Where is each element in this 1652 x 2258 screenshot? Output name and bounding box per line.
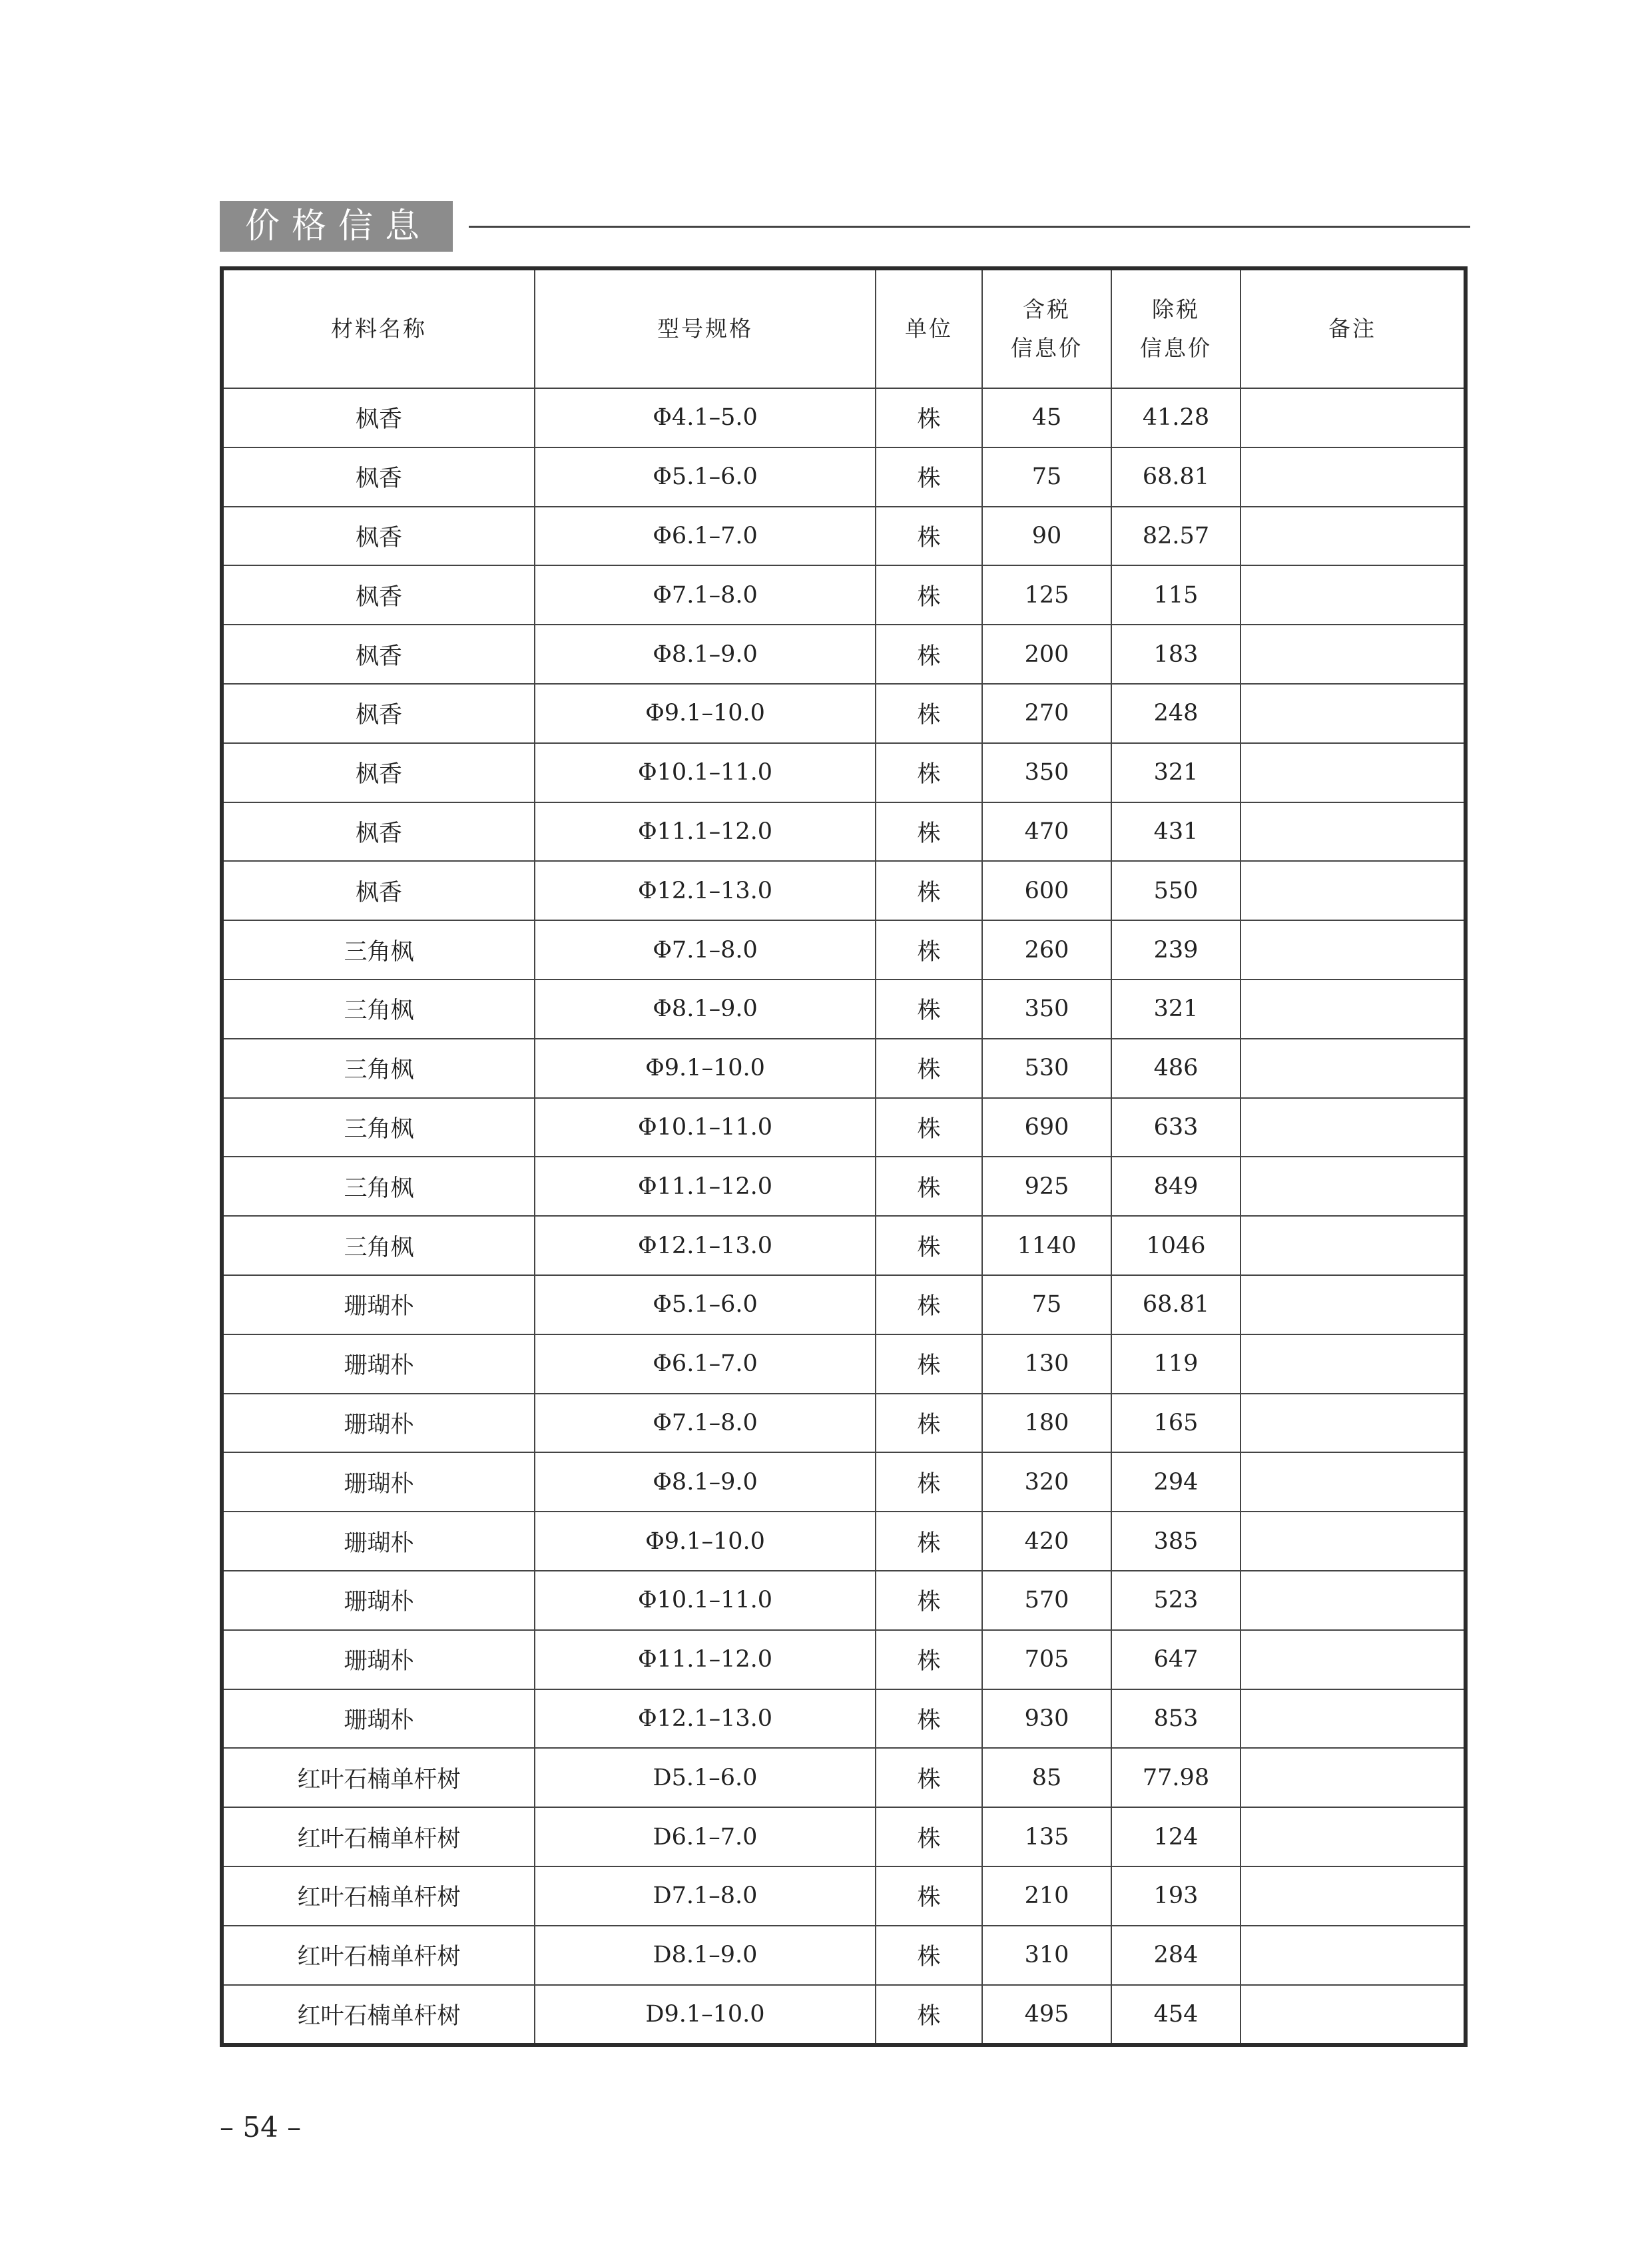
cell-remark — [1240, 684, 1466, 743]
cell-unit: 株 — [876, 684, 982, 743]
cell-unit: 株 — [876, 1452, 982, 1512]
cell-name: 枫香 — [222, 684, 535, 743]
cell-name: 珊瑚朴 — [222, 1452, 535, 1512]
cell-spec: Φ9.1–10.0 — [535, 1039, 876, 1098]
cell-remark — [1240, 1098, 1466, 1157]
cell-name: 红叶石楠单杆树 — [222, 1807, 535, 1866]
cell-price-tax: 270 — [982, 684, 1111, 743]
cell-price-tax: 495 — [982, 1985, 1111, 2046]
table-row — [222, 1571, 1466, 1630]
header-price-notax — [1111, 268, 1240, 388]
cell-unit: 株 — [876, 1571, 982, 1630]
cell-price-notax: 385 — [1111, 1512, 1240, 1571]
cell-price-tax: 530 — [982, 1039, 1111, 1098]
cell-price-notax: 523 — [1111, 1571, 1240, 1630]
cell-name: 珊瑚朴 — [222, 1275, 535, 1334]
cell-price-notax: 115 — [1111, 565, 1240, 625]
cell-remark — [1240, 920, 1466, 980]
cell-remark — [1240, 1394, 1466, 1453]
header-remark: 备注 — [1240, 268, 1466, 388]
page-number: – 54 – — [220, 2111, 302, 2143]
cell-unit: 株 — [876, 861, 982, 920]
table-row — [222, 1512, 1466, 1571]
price-table — [220, 266, 1468, 2047]
cell-name: 枫香 — [222, 447, 535, 507]
cell-spec: Φ8.1–9.0 — [535, 1452, 876, 1512]
cell-spec: Φ10.1–11.0 — [535, 743, 876, 802]
cell-price-tax: 1140 — [982, 1216, 1111, 1275]
cell-name: 枫香 — [222, 565, 535, 625]
table-row — [222, 743, 1466, 802]
cell-name: 三角枫 — [222, 980, 535, 1039]
header-unit: 单位 — [876, 268, 982, 388]
cell-remark — [1240, 1452, 1466, 1512]
cell-unit: 株 — [876, 388, 982, 447]
cell-price-tax: 350 — [982, 743, 1111, 802]
cell-unit: 株 — [876, 1334, 982, 1394]
table-row — [222, 980, 1466, 1039]
cell-remark — [1240, 1630, 1466, 1689]
cell-price-notax: 431 — [1111, 802, 1240, 862]
cell-remark — [1240, 625, 1466, 684]
cell-remark — [1240, 1926, 1466, 1985]
cell-remark — [1240, 743, 1466, 802]
cell-unit: 株 — [876, 1926, 982, 1985]
cell-price-tax: 260 — [982, 920, 1111, 980]
section-title: 价格信息 — [220, 201, 453, 252]
cell-unit: 株 — [876, 802, 982, 862]
cell-name: 珊瑚朴 — [222, 1394, 535, 1453]
cell-remark — [1240, 802, 1466, 862]
cell-remark — [1240, 1748, 1466, 1807]
cell-price-notax: 550 — [1111, 861, 1240, 920]
cell-spec: Φ9.1–10.0 — [535, 1512, 876, 1571]
cell-unit: 株 — [876, 1216, 982, 1275]
table-row — [222, 625, 1466, 684]
cell-unit: 株 — [876, 1807, 982, 1866]
cell-price-notax: 193 — [1111, 1866, 1240, 1926]
cell-spec: Φ8.1–9.0 — [535, 625, 876, 684]
table-row — [222, 1394, 1466, 1453]
table-row — [222, 861, 1466, 920]
cell-price-tax: 130 — [982, 1334, 1111, 1394]
cell-remark — [1240, 447, 1466, 507]
cell-price-tax: 180 — [982, 1394, 1111, 1453]
cell-price-tax: 930 — [982, 1689, 1111, 1749]
cell-price-tax: 570 — [982, 1571, 1111, 1630]
table-row — [222, 1098, 1466, 1157]
cell-price-tax: 45 — [982, 388, 1111, 447]
cell-remark — [1240, 1985, 1466, 2046]
table-row — [222, 802, 1466, 862]
cell-spec: Φ6.1–7.0 — [535, 1334, 876, 1394]
cell-name: 枫香 — [222, 861, 535, 920]
table-body — [222, 388, 1466, 2045]
cell-price-notax: 321 — [1111, 980, 1240, 1039]
cell-price-notax: 1046 — [1111, 1216, 1240, 1275]
header-rule — [469, 226, 1470, 228]
cell-price-notax: 853 — [1111, 1689, 1240, 1749]
cell-remark — [1240, 861, 1466, 920]
cell-price-notax: 486 — [1111, 1039, 1240, 1098]
cell-unit: 株 — [876, 565, 982, 625]
cell-remark — [1240, 388, 1466, 447]
section-header — [220, 201, 1470, 252]
table-row — [222, 1216, 1466, 1275]
cell-price-notax: 119 — [1111, 1334, 1240, 1394]
cell-spec: Φ4.1–5.0 — [535, 388, 876, 447]
cell-name: 红叶石楠单杆树 — [222, 1926, 535, 1985]
cell-remark — [1240, 1866, 1466, 1926]
cell-price-notax: 68.81 — [1111, 447, 1240, 507]
cell-name: 枫香 — [222, 802, 535, 862]
header-price-tax-line2: 信息价 — [1011, 335, 1083, 361]
cell-name: 枫香 — [222, 743, 535, 802]
table-row — [222, 447, 1466, 507]
cell-price-tax: 210 — [982, 1866, 1111, 1926]
cell-price-notax: 321 — [1111, 743, 1240, 802]
cell-spec: Φ8.1–9.0 — [535, 980, 876, 1039]
table-row — [222, 1689, 1466, 1749]
cell-price-tax: 350 — [982, 980, 1111, 1039]
table-row — [222, 920, 1466, 980]
table-row — [222, 565, 1466, 625]
cell-spec: Φ11.1–12.0 — [535, 1630, 876, 1689]
cell-remark — [1240, 1334, 1466, 1394]
cell-spec: D7.1–8.0 — [535, 1866, 876, 1926]
cell-spec: Φ6.1–7.0 — [535, 507, 876, 566]
cell-unit: 株 — [876, 920, 982, 980]
cell-name: 红叶石楠单杆树 — [222, 1985, 535, 2046]
cell-spec: Φ10.1–11.0 — [535, 1098, 876, 1157]
cell-unit: 株 — [876, 1394, 982, 1453]
cell-unit: 株 — [876, 1689, 982, 1749]
header-price-notax-line1: 除税 — [1152, 296, 1200, 322]
cell-remark — [1240, 1157, 1466, 1216]
cell-spec: Φ12.1–13.0 — [535, 1216, 876, 1275]
table-row — [222, 1807, 1466, 1866]
cell-price-tax: 135 — [982, 1807, 1111, 1866]
table-row — [222, 507, 1466, 566]
cell-spec: Φ5.1–6.0 — [535, 1275, 876, 1334]
table-row — [222, 1039, 1466, 1098]
cell-unit: 株 — [876, 507, 982, 566]
cell-spec: D6.1–7.0 — [535, 1807, 876, 1866]
cell-spec: Φ11.1–12.0 — [535, 1157, 876, 1216]
cell-price-tax: 75 — [982, 447, 1111, 507]
cell-remark — [1240, 1039, 1466, 1098]
cell-name: 三角枫 — [222, 920, 535, 980]
cell-remark — [1240, 1807, 1466, 1866]
cell-price-tax: 90 — [982, 507, 1111, 566]
cell-price-notax: 77.98 — [1111, 1748, 1240, 1807]
cell-name: 三角枫 — [222, 1157, 535, 1216]
cell-name: 枫香 — [222, 625, 535, 684]
cell-name: 三角枫 — [222, 1098, 535, 1157]
cell-price-notax: 454 — [1111, 1985, 1240, 2046]
cell-remark — [1240, 507, 1466, 566]
cell-price-notax: 248 — [1111, 684, 1240, 743]
table-row — [222, 388, 1466, 447]
cell-price-notax: 239 — [1111, 920, 1240, 980]
cell-price-tax: 925 — [982, 1157, 1111, 1216]
cell-spec: Φ7.1–8.0 — [535, 920, 876, 980]
cell-remark — [1240, 565, 1466, 625]
cell-name: 枫香 — [222, 388, 535, 447]
cell-price-notax: 633 — [1111, 1098, 1240, 1157]
table-row — [222, 1452, 1466, 1512]
cell-unit: 株 — [876, 1866, 982, 1926]
cell-remark — [1240, 980, 1466, 1039]
cell-spec: Φ7.1–8.0 — [535, 565, 876, 625]
cell-price-notax: 68.81 — [1111, 1275, 1240, 1334]
cell-spec: Φ10.1–11.0 — [535, 1571, 876, 1630]
cell-spec: Φ12.1–13.0 — [535, 861, 876, 920]
cell-price-notax: 165 — [1111, 1394, 1240, 1453]
cell-price-notax: 284 — [1111, 1926, 1240, 1985]
cell-name: 珊瑚朴 — [222, 1334, 535, 1394]
cell-remark — [1240, 1216, 1466, 1275]
table-row — [222, 1748, 1466, 1807]
cell-price-notax: 849 — [1111, 1157, 1240, 1216]
cell-unit: 株 — [876, 980, 982, 1039]
cell-spec: Φ11.1–12.0 — [535, 802, 876, 862]
cell-price-notax: 294 — [1111, 1452, 1240, 1512]
cell-spec: D9.1–10.0 — [535, 1985, 876, 2046]
cell-name: 三角枫 — [222, 1216, 535, 1275]
cell-unit: 株 — [876, 1630, 982, 1689]
cell-price-tax: 310 — [982, 1926, 1111, 1985]
cell-unit: 株 — [876, 1275, 982, 1334]
cell-price-tax: 470 — [982, 802, 1111, 862]
header-name: 材料名称 — [222, 268, 535, 388]
cell-price-tax: 600 — [982, 861, 1111, 920]
cell-name: 珊瑚朴 — [222, 1689, 535, 1749]
cell-price-tax: 320 — [982, 1452, 1111, 1512]
cell-unit: 株 — [876, 447, 982, 507]
header-spec: 型号规格 — [535, 268, 876, 388]
cell-price-notax: 183 — [1111, 625, 1240, 684]
table-row — [222, 1630, 1466, 1689]
cell-price-tax: 75 — [982, 1275, 1111, 1334]
table-row — [222, 1157, 1466, 1216]
header-price-tax — [982, 268, 1111, 388]
cell-remark — [1240, 1689, 1466, 1749]
cell-spec: Φ9.1–10.0 — [535, 684, 876, 743]
header-price-notax-line2: 信息价 — [1140, 335, 1212, 361]
table-row — [222, 1334, 1466, 1394]
cell-remark — [1240, 1512, 1466, 1571]
cell-remark — [1240, 1571, 1466, 1630]
table-row — [222, 1275, 1466, 1334]
cell-spec: Φ12.1–13.0 — [535, 1689, 876, 1749]
cell-unit: 株 — [876, 625, 982, 684]
cell-remark — [1240, 1275, 1466, 1334]
cell-price-tax: 85 — [982, 1748, 1111, 1807]
table-row — [222, 1985, 1466, 2046]
cell-name: 三角枫 — [222, 1039, 535, 1098]
cell-name: 珊瑚朴 — [222, 1571, 535, 1630]
cell-price-notax: 124 — [1111, 1807, 1240, 1866]
cell-price-tax: 690 — [982, 1098, 1111, 1157]
cell-unit: 株 — [876, 1098, 982, 1157]
cell-spec: D5.1–6.0 — [535, 1748, 876, 1807]
cell-spec: Φ5.1–6.0 — [535, 447, 876, 507]
cell-name: 红叶石楠单杆树 — [222, 1748, 535, 1807]
table-row — [222, 1866, 1466, 1926]
cell-unit: 株 — [876, 1748, 982, 1807]
table-row — [222, 1926, 1466, 1985]
cell-unit: 株 — [876, 1039, 982, 1098]
cell-spec: Φ7.1–8.0 — [535, 1394, 876, 1453]
cell-unit: 株 — [876, 743, 982, 802]
cell-name: 红叶石楠单杆树 — [222, 1866, 535, 1926]
table-row — [222, 684, 1466, 743]
cell-price-notax: 41.28 — [1111, 388, 1240, 447]
cell-unit: 株 — [876, 1512, 982, 1571]
table-header-row — [222, 268, 1466, 388]
cell-unit: 株 — [876, 1157, 982, 1216]
cell-price-tax: 200 — [982, 625, 1111, 684]
cell-name: 珊瑚朴 — [222, 1630, 535, 1689]
cell-name: 珊瑚朴 — [222, 1512, 535, 1571]
cell-price-tax: 705 — [982, 1630, 1111, 1689]
cell-unit: 株 — [876, 1985, 982, 2046]
cell-spec: D8.1–9.0 — [535, 1926, 876, 1985]
cell-price-tax: 420 — [982, 1512, 1111, 1571]
cell-price-notax: 82.57 — [1111, 507, 1240, 566]
header-price-tax-line1: 含税 — [1023, 296, 1071, 322]
cell-price-notax: 647 — [1111, 1630, 1240, 1689]
cell-price-tax: 125 — [982, 565, 1111, 625]
cell-name: 枫香 — [222, 507, 535, 566]
